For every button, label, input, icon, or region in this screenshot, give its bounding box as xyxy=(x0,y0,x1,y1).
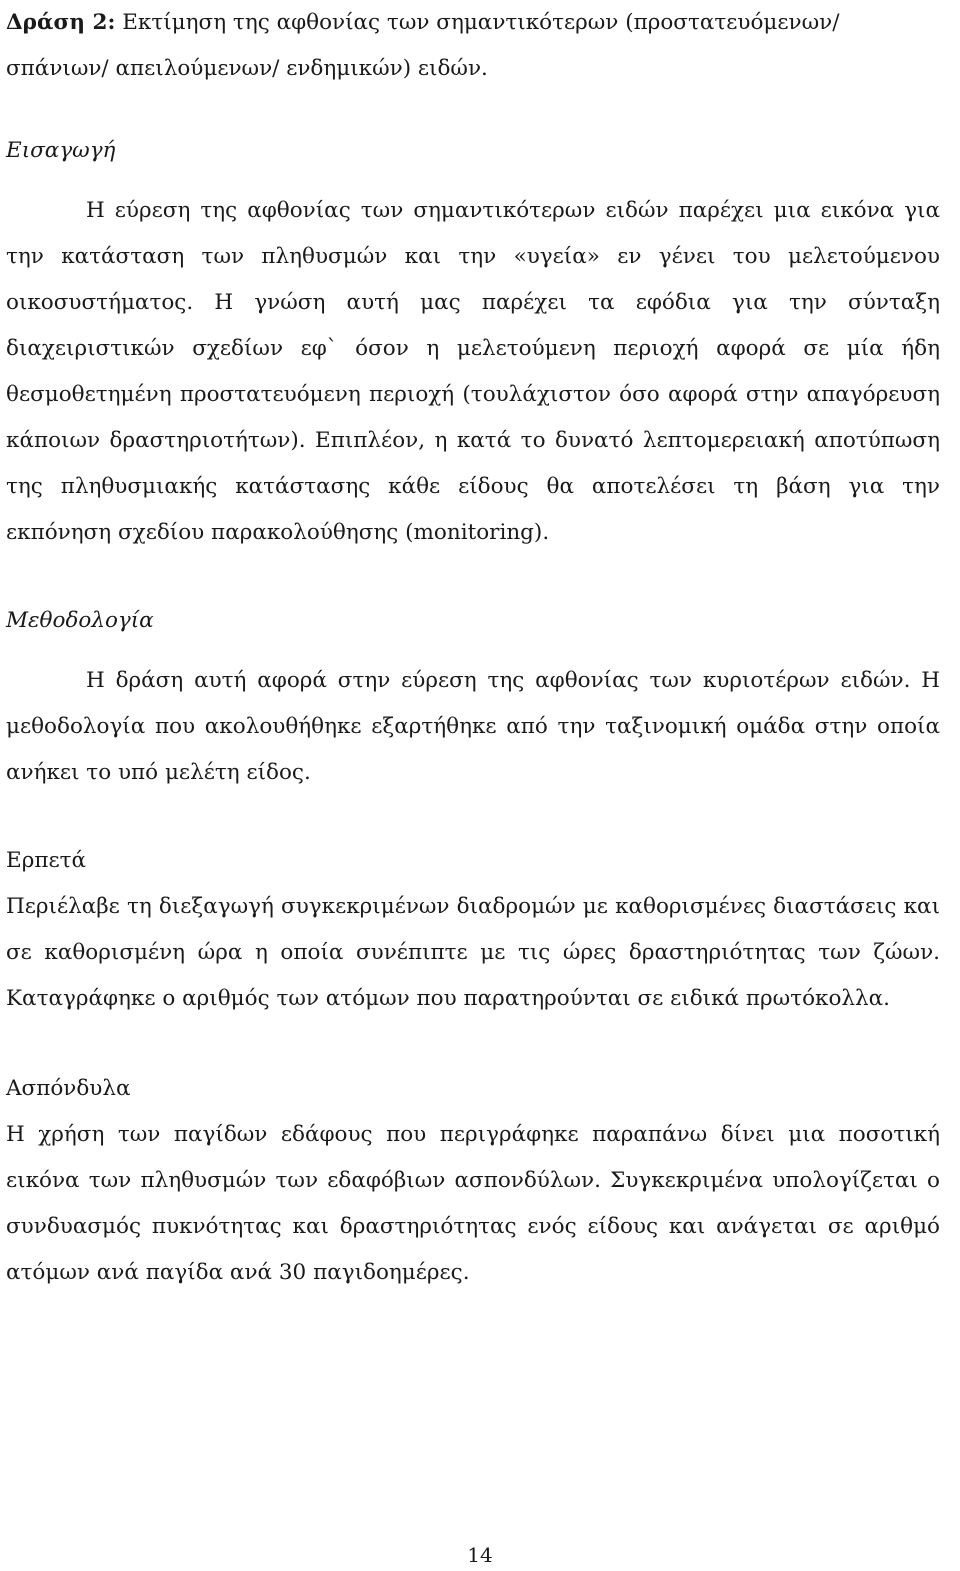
intro-section xyxy=(6,128,940,556)
action-label: Δράση 2: xyxy=(6,10,116,35)
invertebrates-section xyxy=(6,1066,940,1296)
reptiles-section xyxy=(6,838,940,1022)
action-title xyxy=(6,0,940,92)
page-number: 14 xyxy=(467,1543,493,1567)
reptiles-heading: Ερπετά xyxy=(6,848,87,873)
reptiles-paragraph: Περιέλαβε τη διεξαγωγή συγκεκριμένων διαδρομών με καθορισμένες διαστάσεις και σε καθορισμένη ώρα η οποία συνέπιπτε με τις ώρες δραστηριότητας των ζώων. Καταγράφηκε ο αριθμός των ατόμων που παρατηρούνται σε ειδικά πρωτόκολλα. xyxy=(6,894,940,1011)
invertebrates-paragraph: Η χρήση των παγίδων εδάφους που περιγράφηκε παραπάνω δίνει μια ποσοτική εικόνα των πληθυσμών των εδαφόβιων ασπονδύλων. Συγκεκριμένα υπολογίζεται ο συνδυασμός πυκνότητας και δραστηριότητας ενός είδους και ανάγεται σε αριθμό ατόμων ανά παγίδα ανά 30 παγιδοημέρες. xyxy=(6,1122,940,1285)
methodology-paragraph: Η δράση αυτή αφορά στην εύρεση της αφθονίας των κυριοτέρων ειδών. Η μεθοδολογία που ακολουθήθηκε εξαρτήθηκε από την ταξινομική ομάδα στην οποία ανήκει το υπό μελέτη είδος. xyxy=(6,668,940,785)
intro-heading: Εισαγωγή xyxy=(6,138,116,163)
invertebrates-heading: Ασπόνδυλα xyxy=(6,1076,131,1101)
methodology-section xyxy=(6,598,940,796)
action-title-text: Εκτίμηση της αφθονίας των σημαντικότερων (προστατευόμενων/ σπάνιων/ απειλούμενων/ ενδημικών) ειδών. xyxy=(6,10,840,81)
methodology-heading: Μεθοδολογία xyxy=(6,608,154,633)
intro-paragraph: Η εύρεση της αφθονίας των σημαντικότερων ειδών παρέχει μια εικόνα για την κατάσταση των πληθυσμών και την «υγεία» εν γένει του μελετούμενου οικοσυστήματος. Η γνώση αυτή μας παρέχει τα εφόδια για την σύνταξη διαχειριστικών σχεδίων εφ` όσον η μελετούμενη περιοχή αφορά σε μία ήδη θεσμοθετημένη προστατευόμενη περιοχή (τουλάχιστον όσο αφορά στην απαγόρευση κάποιων δραστηριοτήτων). Επιπλέον, η κατά το δυνατό λεπτομερειακή αποτύπωση της πληθυσμιακής κατάστασης κάθε είδους θα αποτελέσει τη βάση για την εκπόνηση σχεδίου παρακολούθησης (monitoring). xyxy=(6,198,940,545)
